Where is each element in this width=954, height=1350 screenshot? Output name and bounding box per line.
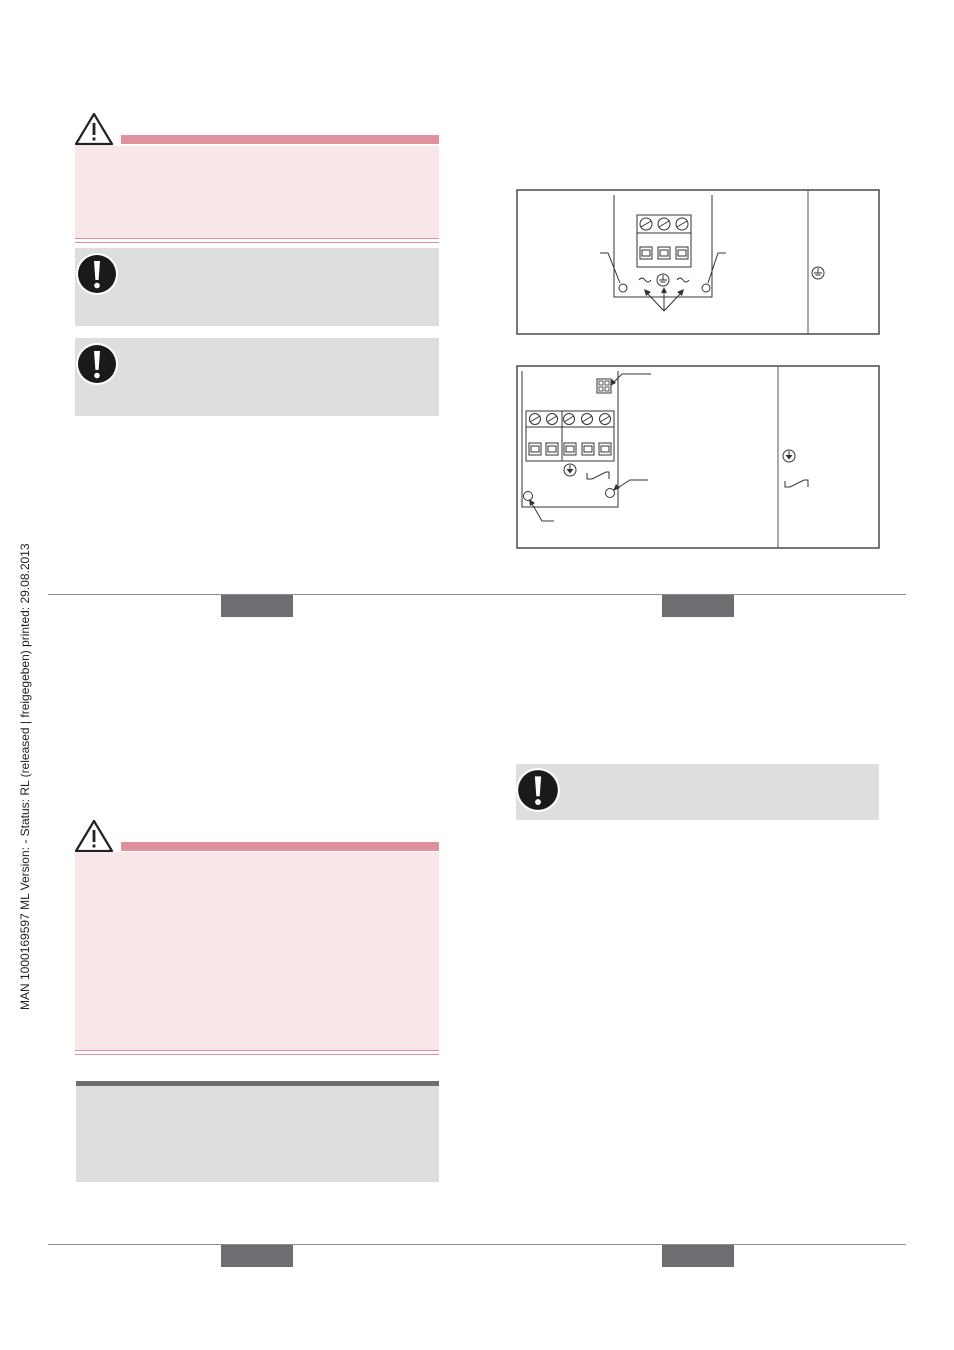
warning-header-bar <box>121 135 439 144</box>
warning-triangle-icon <box>74 819 114 853</box>
exclamation-circle-icon <box>515 767 561 813</box>
note-box <box>516 764 879 820</box>
warning-header-bar <box>121 842 439 851</box>
note-box <box>75 248 439 326</box>
terminal-diagram-relay <box>516 365 880 549</box>
section-tab-right <box>662 595 734 617</box>
document-status-sidebar: MAN 1000169597 ML Version: - Status: RL (released | freigegeben) printed: 29.08.2013 <box>18 543 32 1010</box>
dip-switch-icon <box>597 379 611 393</box>
footer-tab-left <box>221 1245 293 1267</box>
exclamation-circle-icon <box>75 342 119 386</box>
section-divider <box>48 594 906 595</box>
footer-tab-right <box>662 1245 734 1267</box>
note-box <box>75 338 439 416</box>
info-box <box>76 1086 439 1182</box>
exclamation-circle-icon <box>75 252 119 296</box>
warning-box <box>75 146 439 238</box>
warning-triangle-icon <box>74 112 114 146</box>
earth-ground-icon <box>564 464 576 476</box>
warning-bottom-rule <box>75 238 439 243</box>
section-tab-left <box>221 595 293 617</box>
terminal-diagram-power <box>516 189 880 335</box>
page-footer-divider <box>48 1244 906 1245</box>
earth-ground-icon <box>812 267 824 279</box>
warning-box <box>75 852 439 1050</box>
earth-ground-icon <box>657 274 669 286</box>
warning-bottom-rule <box>75 1050 439 1055</box>
earth-ground-icon <box>783 450 795 462</box>
